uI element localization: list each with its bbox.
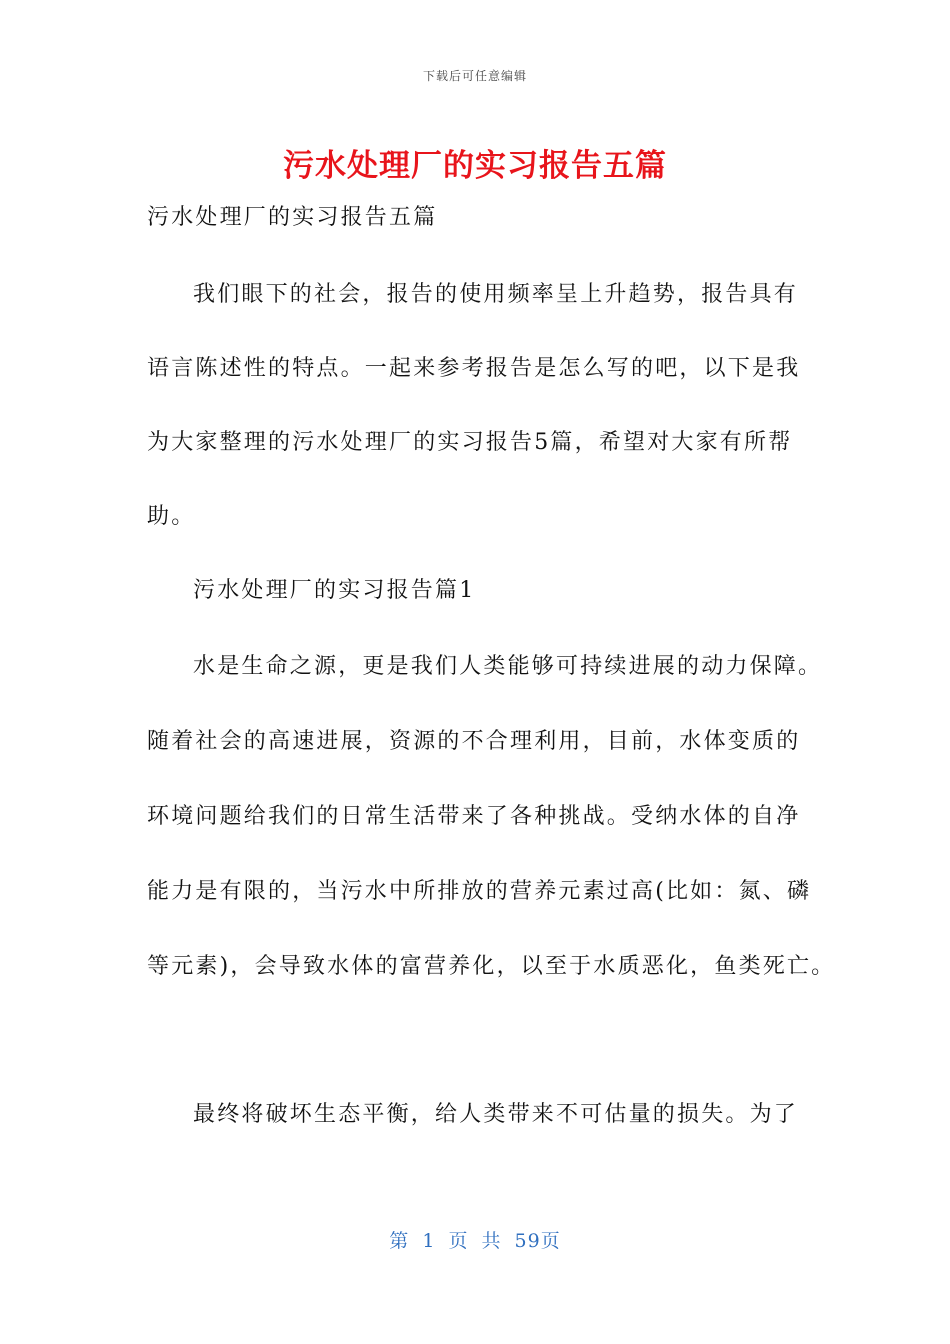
document-subtitle: 污水处理厂的实习报告五篇 (147, 205, 438, 230)
paragraph-line: 能力是有限的，当污水中所排放的营养元素过高(比如：氮、磷 (147, 879, 812, 904)
paragraph-line: 随着社会的高速进展，资源的不合理利用，目前，水体变质的 (147, 729, 801, 754)
paragraph-line: 水是生命之源，更是我们人类能够可持续进展的动力保障。 (193, 654, 823, 679)
paragraph-line: 环境问题给我们的日常生活带来了各种挑战。受纳水体的自净 (147, 804, 801, 829)
paragraph-line: 为大家整理的污水处理厂的实习报告5篇，希望对大家有所帮 (147, 430, 793, 455)
header-note: 下载后可任意编辑 (422, 69, 527, 83)
section-heading: 污水处理厂的实习报告篇1 (193, 578, 476, 603)
paragraph-line: 语言陈述性的特点。一起来参考报告是怎么写的吧，以下是我 (147, 356, 801, 381)
document-title: 污水处理厂的实习报告五篇 (283, 148, 667, 184)
paragraph-line: 等元素)，会导致水体的富营养化，以至于水质恶化，鱼类死亡。 (147, 954, 836, 979)
paragraph-line: 最终将破坏生态平衡，给人类带来不可估量的损失。为了 (193, 1102, 799, 1127)
paragraph-line: 助。 (147, 504, 196, 529)
paragraph-line: 我们眼下的社会，报告的使用频率呈上升趋势，报告具有 (193, 282, 799, 307)
page-indicator: 第 1 页 共 59页 (389, 1230, 561, 1252)
